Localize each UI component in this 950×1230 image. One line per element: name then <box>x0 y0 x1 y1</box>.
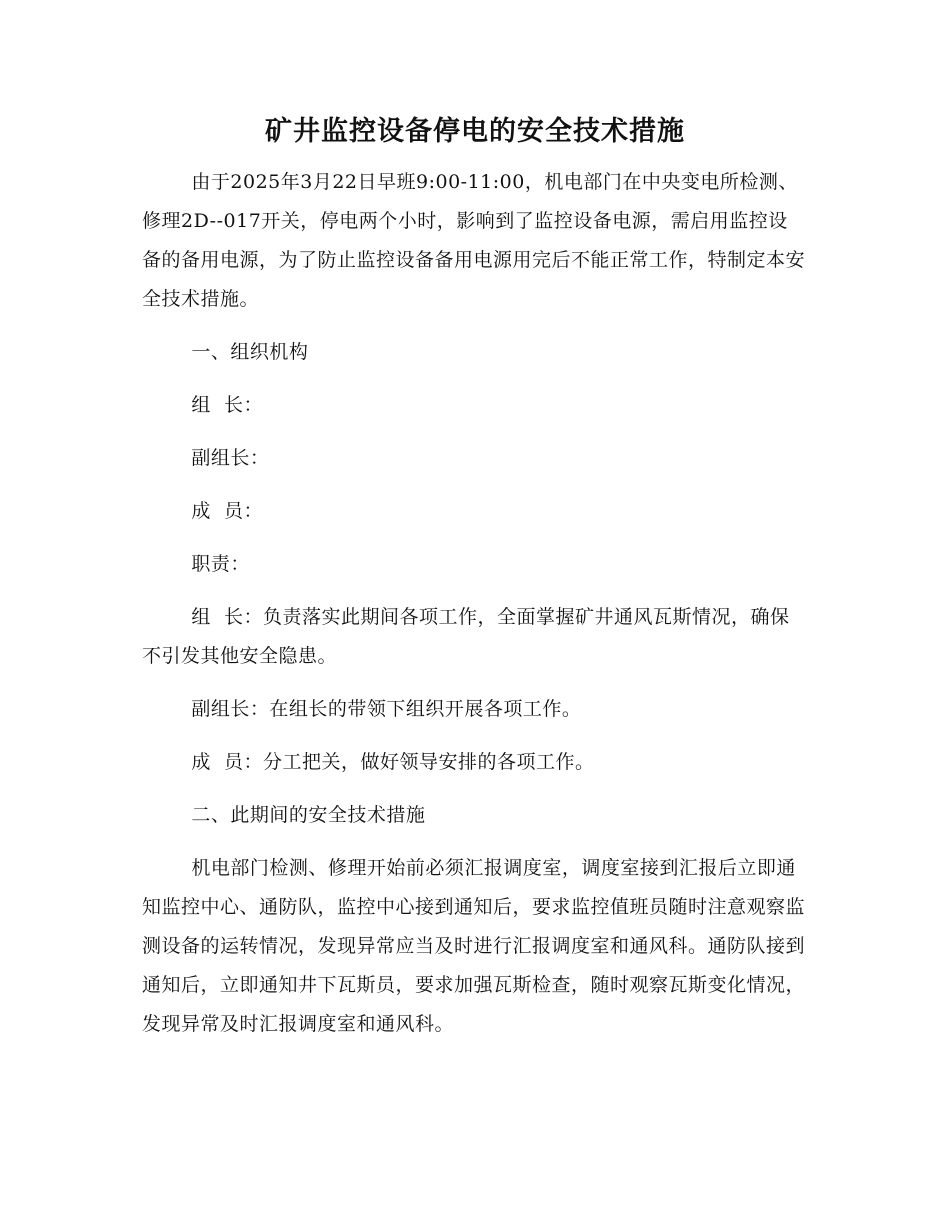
section-heading-measures: 二、此期间的安全技术措施 <box>191 804 426 826</box>
role-deputy-line: 副组长： <box>191 447 270 469</box>
duty-deputy-paragraph: 副组长：在组长的带领下组织开展各项工作。 <box>191 698 582 720</box>
role-leader-line: 组 长： <box>191 394 263 416</box>
duties-heading: 职责： <box>191 553 250 575</box>
measures-paragraph: 机电部门检测、修理开始前必须汇报调度室，调度室接到汇报后立即通知监控中心、通防队，监控中心接到通知后，要求监控值班员随时注意观察监测设备的运转情况，发现异常应当及时进行汇报调度室和通风科。通防队接到通知后，立即通知井下瓦斯员，要求加强瓦斯检查，随时观察瓦斯变化情况，发现异常及时汇报调度室和通风科。 <box>142 857 806 1035</box>
document-title: 矿井监控设备停电的安全技术措施 <box>265 116 685 147</box>
intro-paragraph: 由于2025年3月22日早班9:00-11:00，机电部门在中央变电所检测、修理2D--017开关，停电两个小时，影响到了监控设备电源，需启用监控设备的备用电源，为了防止监控设备备用电源用完后不能正常工作，特制定本安全技术措施。 <box>142 171 806 310</box>
role-members-line: 成 员： <box>191 500 263 522</box>
document-body <box>142 163 806 1044</box>
duty-members-paragraph: 成 员：分工把关，做好领导安排的各项工作。 <box>191 751 595 773</box>
duty-leader-paragraph: 组 长：负责落实此期间各项工作，全面掌握矿井通风瓦斯情况，确保不引发其他安全隐患。 <box>142 606 790 667</box>
section-heading-organization: 一、组织机构 <box>191 341 309 363</box>
